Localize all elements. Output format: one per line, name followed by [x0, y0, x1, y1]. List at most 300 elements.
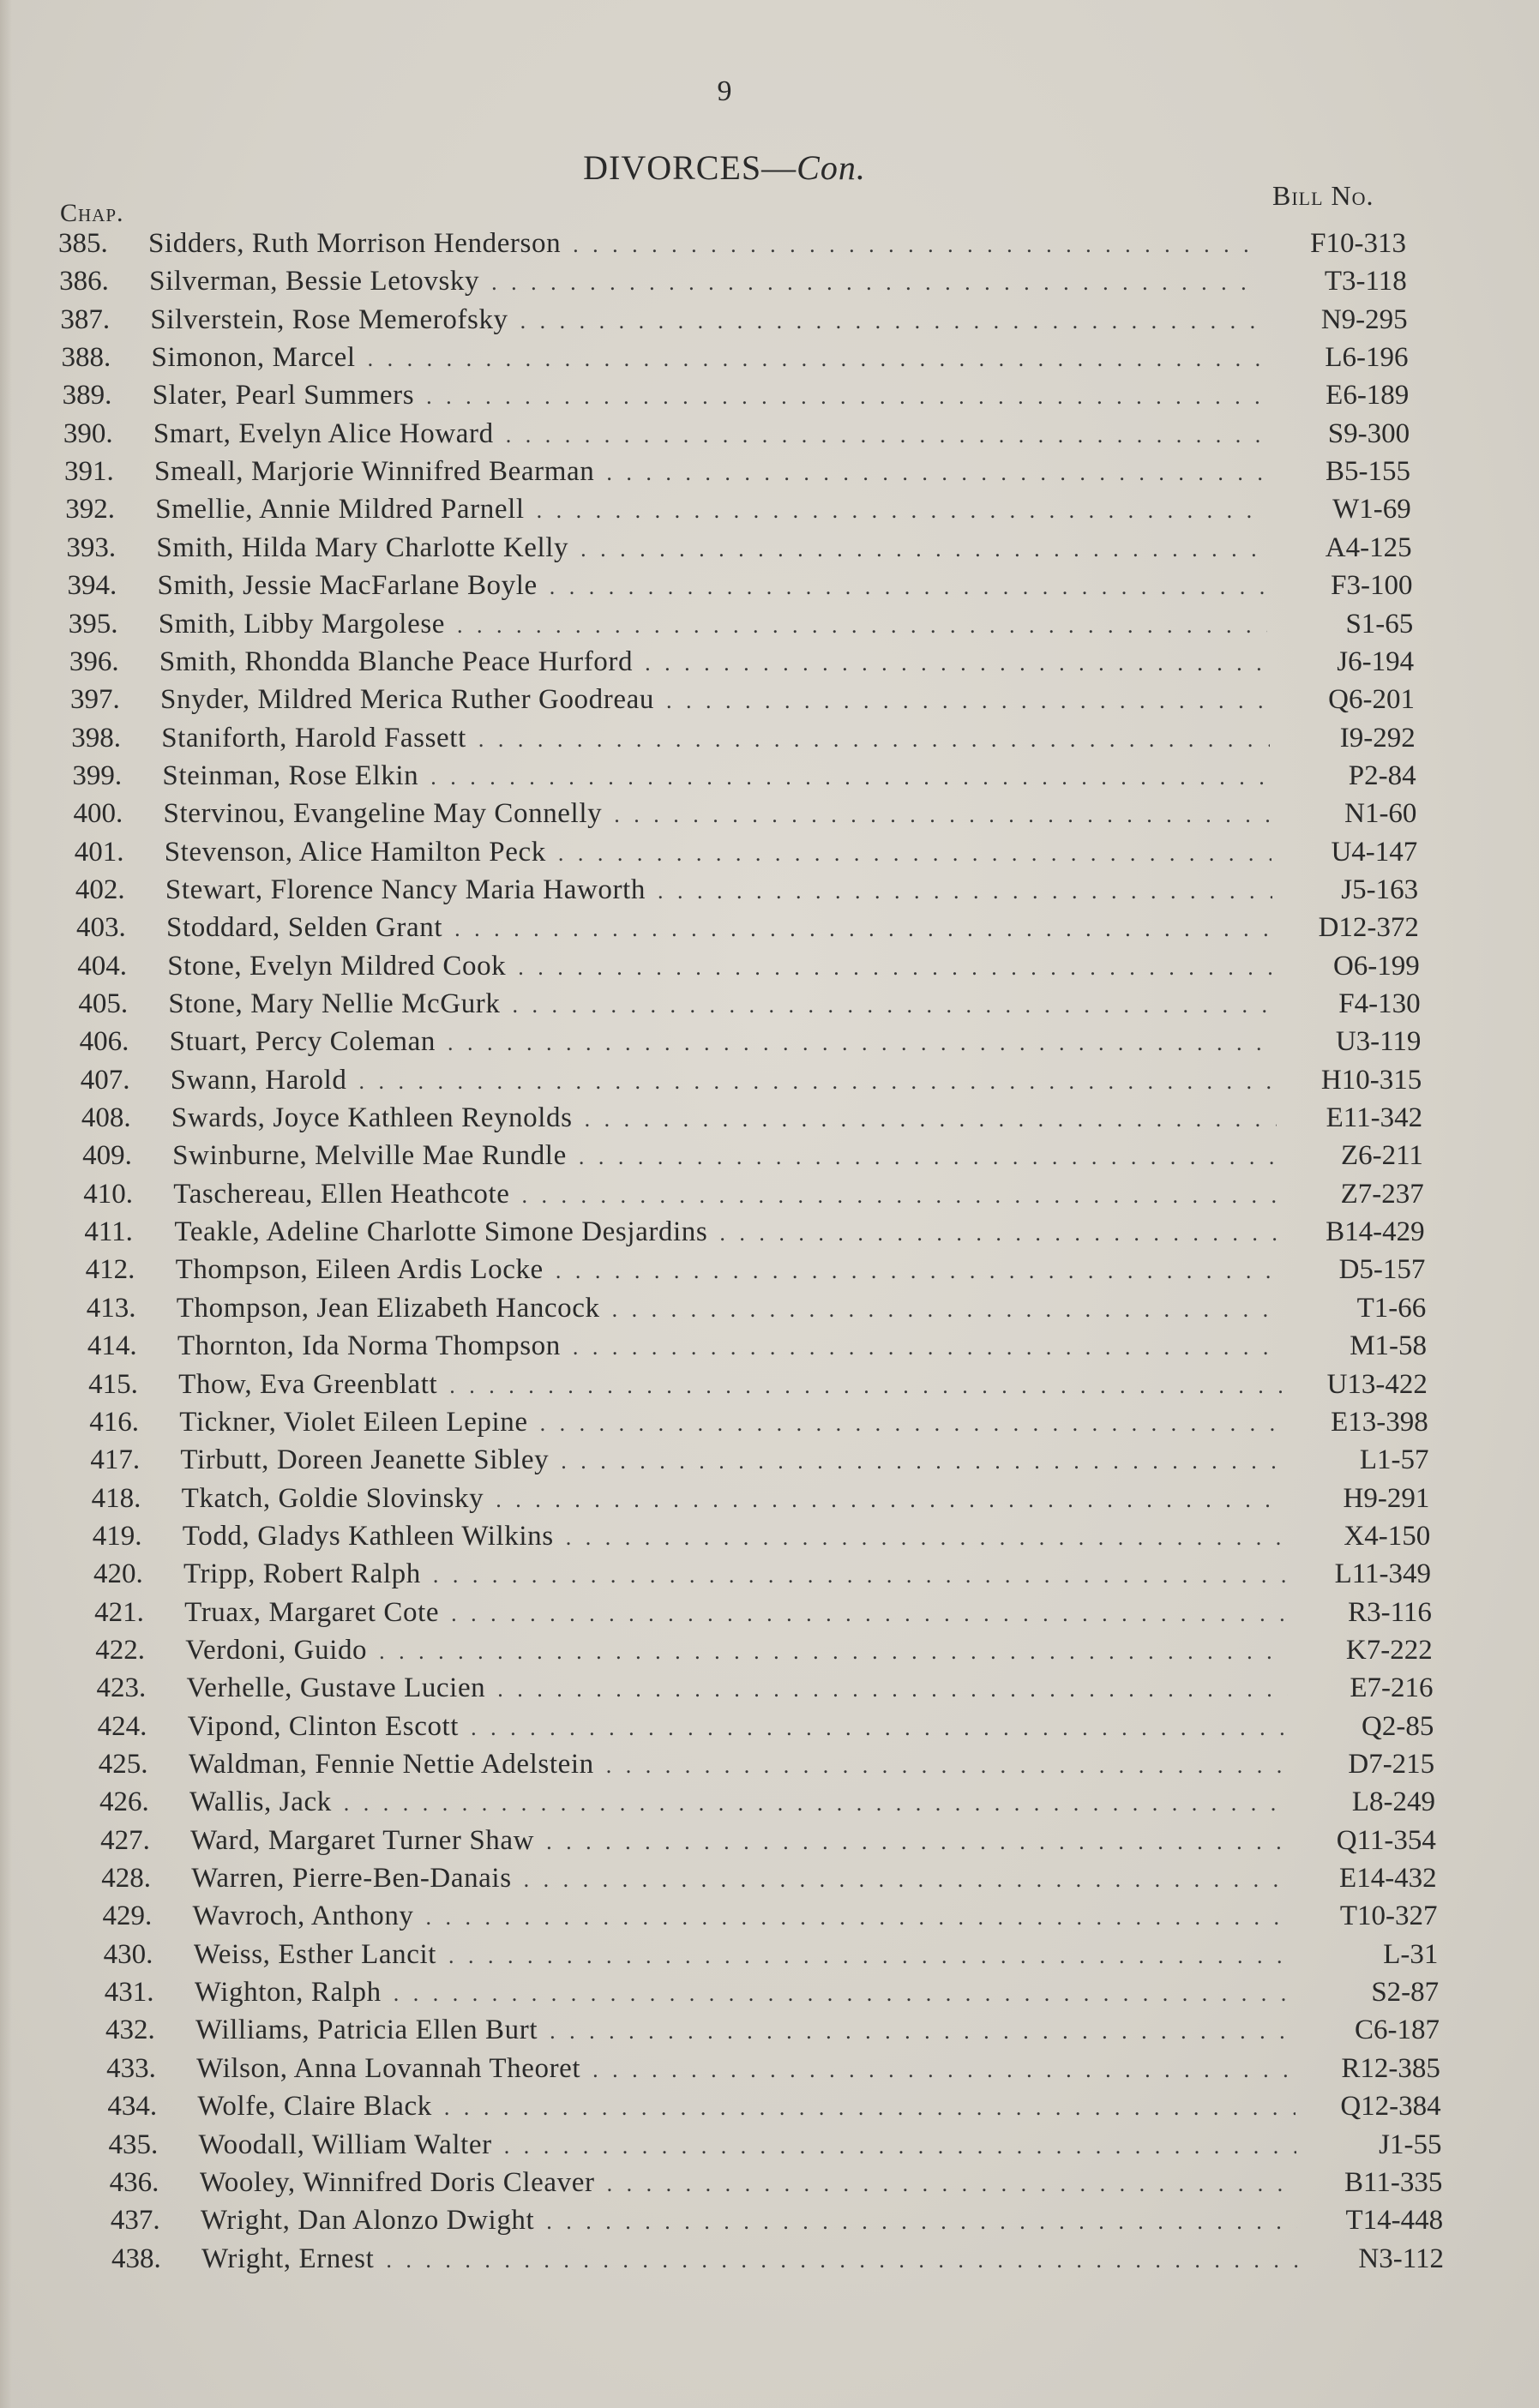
- dot-leader: [444, 2089, 1296, 2127]
- party-name: Staniforth, Harold Fassett: [161, 722, 466, 754]
- party-name: Sidders, Ruth Morrison Henderson: [148, 228, 562, 259]
- list-item: [84, 1213, 1424, 1251]
- bill-number: S2-87: [1371, 1977, 1440, 2009]
- dot-leader: [666, 682, 1269, 720]
- party-name: Wright, Ernest: [201, 2243, 375, 2274]
- bill-number: U3-119: [1335, 1026, 1422, 1058]
- bill-number: Q11-354: [1336, 1824, 1436, 1856]
- chapter-number: 433.: [106, 2052, 156, 2084]
- chapter-number: 435.: [108, 2129, 159, 2160]
- entry-name-cell: [198, 2126, 1313, 2165]
- entry-name-cell: [154, 453, 1282, 492]
- list-item: [111, 2240, 1444, 2278]
- entry-name-cell: [177, 1327, 1298, 1366]
- party-name: Smith, Jessie MacFarlane Boyle: [157, 570, 538, 602]
- dot-leader: [645, 645, 1268, 682]
- dot-leader: [457, 607, 1267, 645]
- party-name: Warren, Pierre-Ben-Danais: [191, 1863, 512, 1895]
- chapter-number: 391.: [64, 456, 114, 488]
- list-item: [102, 1897, 1437, 1935]
- chapter-number: 422.: [95, 1634, 146, 1666]
- chapter-number: 403.: [76, 912, 126, 944]
- entry-name-cell: [149, 262, 1278, 302]
- party-name: Teakle, Adeline Charlotte Simone Desjardins: [174, 1216, 708, 1248]
- list-item: [64, 453, 1410, 490]
- bill-number: R12-385: [1341, 2052, 1440, 2084]
- bill-number: N1-60: [1344, 798, 1417, 830]
- dot-leader: [566, 1519, 1285, 1557]
- dot-leader: [448, 1024, 1275, 1062]
- dot-leader: [478, 721, 1270, 759]
- party-name: Smeall, Marjorie Winnifred Bearman: [154, 456, 595, 488]
- bill-number: H10-315: [1320, 1064, 1422, 1096]
- list-item: [65, 490, 1411, 528]
- party-name: Swards, Joyce Kathleen Reynolds: [171, 1102, 573, 1134]
- bill-number: F10-313: [1310, 228, 1406, 259]
- list-item: [74, 795, 1417, 832]
- entry-name-cell: [185, 1631, 1303, 1671]
- entry-name-cell: [173, 1175, 1296, 1215]
- party-name: Stoddard, Selden Grant: [166, 912, 443, 944]
- dot-leader: [546, 1823, 1290, 1861]
- list-item: [92, 1480, 1430, 1517]
- chapter-number: 427.: [100, 1824, 150, 1856]
- entry-name-cell: [182, 1480, 1302, 1519]
- bill-number: L11-349: [1334, 1558, 1432, 1590]
- entry-name-cell: [179, 1403, 1299, 1443]
- bill-number: J6-194: [1337, 646, 1415, 677]
- bill-number: K7-222: [1345, 1634, 1433, 1666]
- list-item: [99, 1783, 1435, 1821]
- chapter-number: 418.: [91, 1482, 141, 1514]
- bill-number: T3-118: [1324, 266, 1407, 297]
- entry-name-cell: [164, 795, 1289, 834]
- bill-number: P2-84: [1348, 760, 1416, 791]
- dot-leader: [561, 1443, 1283, 1480]
- dot-leader: [658, 873, 1272, 910]
- entry-name-cell: [165, 871, 1290, 910]
- chapter-number: 392.: [65, 494, 115, 525]
- entry-name-cell: [153, 415, 1281, 454]
- party-name: Stewart, Florence Nancy Maria Haworth: [165, 874, 646, 905]
- bill-number: I9-292: [1339, 722, 1416, 754]
- list-item: [69, 605, 1414, 643]
- party-name: Verdoni, Guido: [185, 1634, 368, 1666]
- bill-number: W1-69: [1332, 494, 1411, 525]
- dot-leader: [550, 2013, 1294, 2051]
- entry-name-cell: [177, 1289, 1297, 1329]
- bill-number: Q2-85: [1362, 1710, 1434, 1742]
- bill-number: E13-398: [1331, 1406, 1428, 1438]
- chapter-number: 409.: [82, 1140, 132, 1172]
- bill-column-header: Bill No.: [1272, 180, 1374, 211]
- dot-leader: [556, 1252, 1280, 1290]
- party-name: Ward, Margaret Turner Shaw: [190, 1824, 535, 1856]
- bill-number: Q12-384: [1340, 2091, 1441, 2123]
- entry-name-cell: [200, 2164, 1314, 2203]
- party-name: Swann, Harold: [170, 1064, 347, 1096]
- entry-name-cell: [172, 1137, 1295, 1176]
- party-name: Snyder, Mildred Merica Ruther Goodreau: [160, 684, 654, 716]
- list-item: [81, 1099, 1422, 1137]
- party-name: Waldman, Fennie Nettie Adelstein: [188, 1749, 594, 1780]
- dot-leader: [579, 1138, 1277, 1176]
- dot-leader: [573, 1329, 1281, 1366]
- party-name: Tripp, Robert Ralph: [183, 1558, 421, 1590]
- entry-name-cell: [195, 1973, 1310, 2013]
- party-name: Verhelle, Gustave Lucien: [186, 1672, 486, 1704]
- chapter-number: 414.: [87, 1330, 137, 1362]
- bill-number: S9-300: [1327, 417, 1410, 449]
- entry-name-cell: [184, 1594, 1303, 1633]
- chapter-number: 432.: [105, 2015, 155, 2046]
- dot-leader: [719, 1215, 1278, 1252]
- party-name: Tickner, Violet Eileen Lepine: [179, 1406, 528, 1438]
- chapter-number: 393.: [66, 531, 117, 563]
- dot-leader: [573, 226, 1260, 264]
- chapter-number: 398.: [71, 722, 121, 754]
- bill-number: D12-372: [1318, 912, 1419, 944]
- list-item: [72, 757, 1416, 795]
- bill-number: E7-216: [1350, 1672, 1434, 1704]
- list-item: [95, 1631, 1432, 1669]
- dot-leader: [386, 2242, 1298, 2279]
- bill-number: C6-187: [1355, 2015, 1440, 2046]
- chapter-number: 423.: [96, 1672, 147, 1704]
- chapter-number: 437.: [110, 2205, 160, 2237]
- chapter-number: 412.: [85, 1254, 135, 1286]
- chapter-number: 407.: [80, 1064, 130, 1096]
- entry-name-cell: [158, 567, 1284, 606]
- bill-number: H9-291: [1343, 1482, 1430, 1514]
- list-item: [77, 947, 1420, 985]
- list-item: [59, 262, 1407, 300]
- party-name: Wavroch, Anthony: [192, 1901, 414, 1932]
- party-name: Stervinou, Evangeline May Connelly: [163, 798, 603, 830]
- party-name: Wallis, Jack: [189, 1786, 332, 1818]
- entry-name-cell: [159, 605, 1285, 645]
- bill-number: T14-448: [1345, 2205, 1444, 2237]
- bill-number: Z6-211: [1340, 1140, 1423, 1172]
- list-item: [88, 1366, 1428, 1403]
- entry-name-cell: [189, 1783, 1307, 1823]
- chapter-number: 420.: [93, 1558, 143, 1590]
- party-name: Smith, Hilda Mary Charlotte Kelly: [156, 531, 569, 563]
- party-name: Tirbutt, Doreen Jeanette Sibley: [180, 1444, 550, 1476]
- entry-name-cell: [183, 1517, 1302, 1557]
- list-item: [82, 1137, 1423, 1174]
- list-item: [87, 1327, 1427, 1365]
- bill-number: N3-112: [1358, 2243, 1444, 2274]
- list-item: [63, 376, 1410, 414]
- list-item: [106, 2050, 1440, 2087]
- chapter-number: 434.: [107, 2091, 158, 2123]
- list-item: [110, 2164, 1443, 2201]
- dot-leader: [344, 1785, 1290, 1823]
- list-item: [111, 2201, 1443, 2239]
- entry-name-cell: [168, 985, 1291, 1024]
- party-name: Slater, Pearl Summers: [152, 380, 415, 411]
- list-item: [60, 301, 1407, 339]
- bill-number: D7-215: [1348, 1749, 1435, 1780]
- chapter-number: 415.: [88, 1368, 138, 1400]
- list-item: [69, 643, 1414, 681]
- party-name: Smith, Libby Margolese: [158, 608, 446, 640]
- dot-leader: [504, 2128, 1296, 2165]
- chapter-number: 389.: [62, 380, 112, 411]
- entry-name-cell: [155, 490, 1283, 530]
- party-name: Thompson, Jean Elizabeth Hancock: [176, 1292, 600, 1324]
- chapter-number: 410.: [83, 1178, 133, 1210]
- list-item: [81, 1061, 1422, 1099]
- entry-name-cell: [183, 1555, 1302, 1594]
- chapter-number: 400.: [73, 798, 123, 830]
- chapter-number: 397.: [70, 684, 120, 716]
- chapter-number: 408.: [81, 1102, 131, 1134]
- bill-number: D5-157: [1338, 1254, 1426, 1286]
- entry-name-cell: [165, 833, 1290, 873]
- dot-leader: [606, 454, 1265, 492]
- bill-number: T10-327: [1339, 1901, 1438, 1932]
- bill-number: Q6-201: [1328, 684, 1415, 716]
- chapter-number: 387.: [60, 303, 111, 335]
- bill-number: R3-116: [1348, 1596, 1432, 1628]
- chapter-number: 402.: [75, 874, 125, 905]
- dot-leader: [451, 1595, 1286, 1633]
- dot-leader: [537, 492, 1265, 530]
- list-item: [89, 1403, 1428, 1441]
- dot-leader: [394, 1975, 1293, 2013]
- list-item: [66, 529, 1411, 567]
- list-item: [93, 1517, 1430, 1555]
- party-name: Williams, Patricia Ellen Burt: [195, 2015, 538, 2046]
- chapter-number: 413.: [86, 1292, 136, 1324]
- entry-name-cell: [174, 1213, 1296, 1252]
- section-title-dash: —: [761, 148, 797, 187]
- chapter-number: 405.: [78, 988, 129, 1019]
- page-binding-shadow: [0, 0, 12, 2408]
- list-item: [63, 415, 1410, 453]
- entry-name-cell: [176, 1251, 1297, 1290]
- bill-number: E11-342: [1326, 1102, 1423, 1134]
- list-item: [80, 1023, 1422, 1060]
- list-item: [68, 567, 1413, 604]
- entry-name-cell: [148, 225, 1277, 264]
- chapter-number: 406.: [79, 1026, 129, 1058]
- list-item: [75, 871, 1418, 909]
- entry-name-cell: [186, 1669, 1304, 1708]
- entry-name-cell: [162, 757, 1287, 796]
- chapter-number: 395.: [68, 608, 118, 640]
- bill-number: U4-147: [1331, 836, 1418, 868]
- party-name: Truax, Margaret Cote: [184, 1596, 440, 1628]
- party-name: Silverman, Bessie Letovsky: [149, 266, 480, 297]
- party-name: Steinman, Rose Elkin: [162, 760, 419, 791]
- bill-number: F4-130: [1338, 988, 1421, 1019]
- dot-leader: [491, 264, 1261, 302]
- list-item: [76, 909, 1419, 946]
- dot-leader: [448, 1937, 1292, 1975]
- bill-number: L8-249: [1351, 1786, 1436, 1818]
- dot-leader: [506, 417, 1264, 454]
- chapter-number: 425.: [98, 1749, 148, 1780]
- bill-number: B14-429: [1326, 1216, 1425, 1248]
- chapter-number: 424.: [97, 1710, 147, 1742]
- dot-leader: [449, 1367, 1282, 1405]
- list-item: [70, 681, 1415, 718]
- chapter-number: 429.: [102, 1901, 153, 1932]
- entry-name-cell: [197, 2087, 1312, 2127]
- entry-name-cell: [170, 1023, 1293, 1062]
- dot-leader: [426, 378, 1263, 416]
- entry-name-cell: [201, 2201, 1314, 2241]
- party-name: Wooley, Winnifred Doris Cleaver: [199, 2166, 595, 2198]
- list-item: [96, 1669, 1433, 1707]
- dot-leader: [585, 1101, 1277, 1138]
- list-item: [100, 1822, 1436, 1859]
- list-item: [71, 719, 1416, 757]
- list-item: [75, 833, 1418, 871]
- list-item: [62, 339, 1409, 376]
- entry-name-cell: [190, 1822, 1308, 1861]
- entry-name-cell: [152, 339, 1280, 378]
- chapter-number: 385.: [58, 228, 108, 259]
- party-name: Vipond, Clinton Escott: [187, 1710, 460, 1742]
- party-name: Simonon, Marcel: [151, 342, 356, 374]
- bill-number: J5-163: [1341, 874, 1419, 905]
- bill-number: J1-55: [1379, 2129, 1442, 2160]
- bill-number: B5-155: [1325, 456, 1410, 488]
- party-name: Thompson, Eileen Ardis Locke: [175, 1254, 544, 1286]
- list-item: [86, 1251, 1426, 1288]
- party-name: Tkatch, Goldie Slovinsky: [181, 1482, 484, 1514]
- entry-name-cell: [167, 947, 1291, 987]
- chapter-number: 438.: [111, 2243, 161, 2274]
- chapter-number: 386.: [59, 266, 109, 297]
- bill-number: L-31: [1383, 1938, 1439, 1970]
- dot-leader: [592, 2051, 1295, 2089]
- chapter-number: 394.: [67, 570, 117, 602]
- list-item: [104, 1936, 1439, 1973]
- party-name: Thow, Eva Greenblatt: [178, 1368, 438, 1400]
- entry-name-cell: [196, 2050, 1312, 2089]
- dot-leader: [471, 1709, 1288, 1747]
- chapter-number: 390.: [63, 417, 113, 449]
- bill-number: N9-295: [1320, 303, 1408, 335]
- dot-leader: [430, 759, 1270, 796]
- party-name: Smith, Rhondda Blanche Peace Hurford: [159, 646, 634, 677]
- party-name: Wilson, Anna Lovannah Theoret: [196, 2052, 581, 2084]
- dot-leader: [524, 1861, 1291, 1899]
- entry-name-cell: [189, 1745, 1306, 1785]
- bill-number: Z7-237: [1340, 1178, 1424, 1210]
- list-item: [105, 1973, 1439, 2011]
- chapter-number: 401.: [74, 836, 124, 868]
- bill-number: S1-65: [1345, 608, 1414, 640]
- chapter-number: 399.: [72, 760, 123, 791]
- entry-name-cell: [171, 1061, 1294, 1101]
- dot-leader: [368, 340, 1263, 378]
- dot-leader: [550, 568, 1267, 606]
- party-name: Stone, Mary Nellie McGurk: [168, 988, 501, 1019]
- chapter-number: 404.: [77, 950, 127, 982]
- party-name: Taschereau, Ellen Heathcote: [173, 1178, 510, 1210]
- entry-name-cell: [171, 1099, 1294, 1138]
- list-item: [98, 1708, 1434, 1745]
- bill-number: M1-58: [1350, 1330, 1428, 1362]
- bill-number: X4-150: [1344, 1520, 1431, 1552]
- party-name: Stone, Evelyn Mildred Cook: [167, 950, 507, 982]
- bill-number: F3-100: [1331, 570, 1413, 602]
- chapter-number: 431.: [104, 1977, 154, 2009]
- party-name: Smellie, Annie Mildred Parnell: [155, 494, 525, 525]
- dot-leader: [518, 949, 1273, 987]
- dot-leader: [433, 1557, 1285, 1594]
- dot-leader: [540, 1405, 1283, 1443]
- entry-name-cell: [161, 719, 1287, 759]
- entry-name-cell: [153, 376, 1281, 416]
- chapter-number: 428.: [101, 1863, 152, 1895]
- section-title: [0, 147, 1449, 188]
- dot-leader: [497, 1671, 1287, 1708]
- bill-number: A4-125: [1325, 531, 1412, 563]
- chapter-number: 430.: [103, 1938, 153, 1970]
- entry-name-cell: [159, 643, 1285, 682]
- dot-leader: [379, 1633, 1287, 1671]
- bill-number: U13-422: [1326, 1368, 1428, 1400]
- list-item: [94, 1594, 1432, 1631]
- party-name: Silverstein, Rose Memerofsky: [150, 303, 508, 335]
- dot-leader: [607, 2165, 1297, 2203]
- chapter-number: 417.: [90, 1444, 141, 1476]
- entry-name-cell: [160, 681, 1286, 720]
- entry-name-cell: [191, 1859, 1308, 1899]
- list-item: [108, 2126, 1441, 2164]
- entry-name-cell: [150, 301, 1278, 340]
- bill-number: L1-57: [1359, 1444, 1429, 1476]
- entry-name-cell: [195, 2011, 1311, 2051]
- bill-number: O6-199: [1332, 950, 1420, 982]
- entry-name-cell: [201, 2240, 1315, 2279]
- chapter-number: 419.: [92, 1520, 142, 1552]
- list-item: [78, 985, 1420, 1023]
- dot-leader: [522, 1177, 1278, 1215]
- list-item: [87, 1289, 1426, 1327]
- chapter-number: 436.: [109, 2166, 159, 2198]
- bill-number: E14-432: [1339, 1863, 1437, 1895]
- entry-name-cell: [156, 529, 1283, 568]
- party-name: Wolfe, Claire Black: [197, 2091, 432, 2123]
- list-item: [105, 2011, 1440, 2049]
- dot-leader: [606, 1747, 1289, 1785]
- list-item: [101, 1859, 1436, 1897]
- list-item: [99, 1745, 1434, 1783]
- bill-number: T1-66: [1356, 1292, 1427, 1324]
- party-name: Swinburne, Melville Mae Rundle: [172, 1140, 567, 1172]
- chapter-number: 411.: [84, 1216, 133, 1248]
- bill-number: E6-189: [1326, 380, 1410, 411]
- entry-name-cell: [188, 1708, 1306, 1747]
- party-name: Smart, Evelyn Alice Howard: [153, 417, 494, 449]
- party-name: Weiss, Esther Lancit: [193, 1938, 436, 1970]
- list-item: [90, 1441, 1428, 1479]
- dot-leader: [614, 796, 1271, 834]
- dot-leader: [546, 2203, 1297, 2241]
- list-item: [58, 225, 1406, 262]
- party-name: Thornton, Ida Norma Thompson: [177, 1330, 561, 1362]
- dot-leader: [580, 531, 1265, 568]
- entry-name-cell: [192, 1897, 1308, 1937]
